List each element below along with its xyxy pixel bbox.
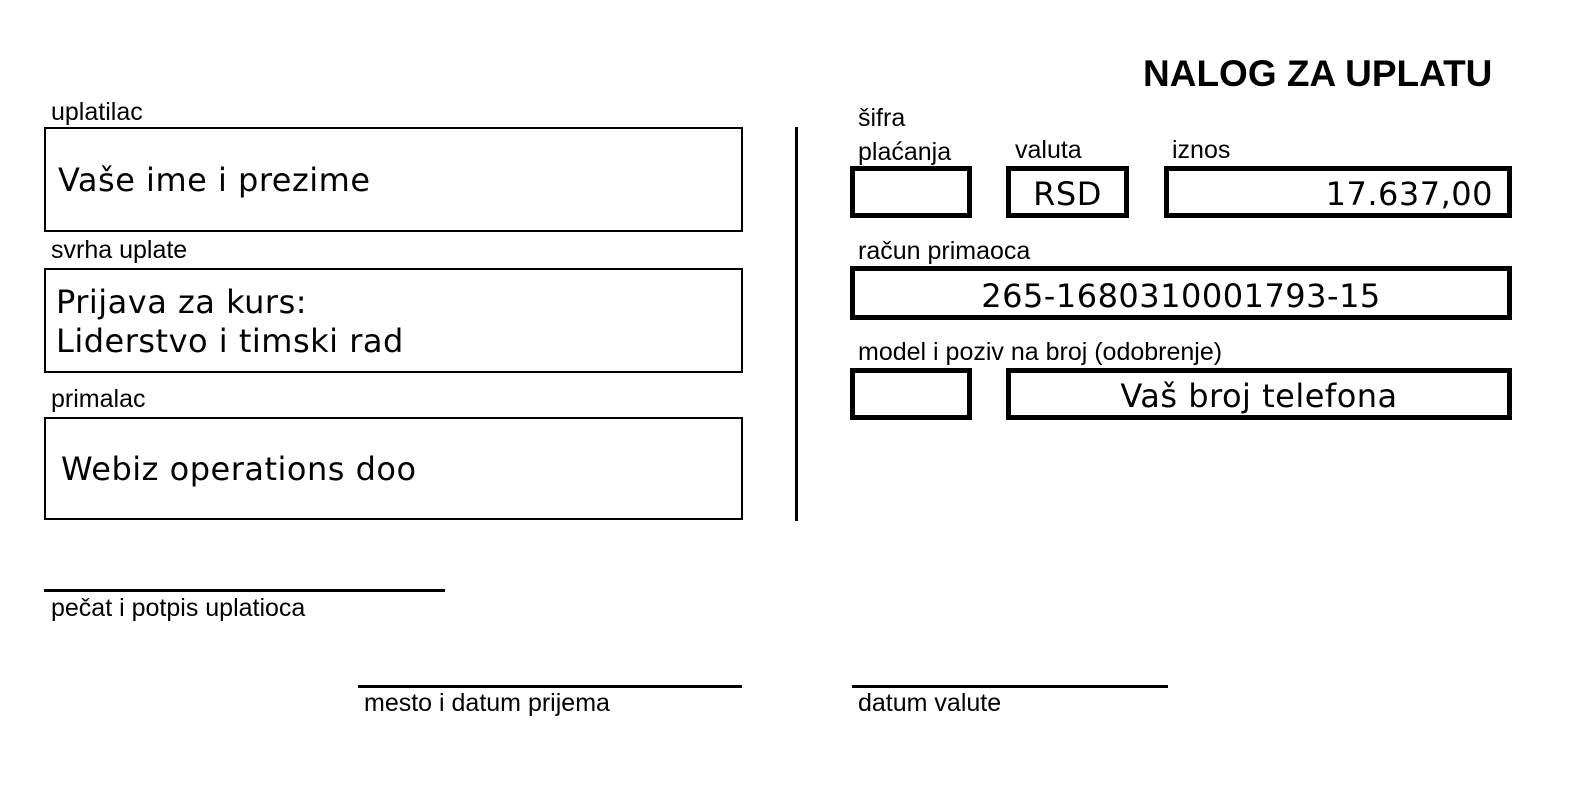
payment-code-field[interactable] bbox=[850, 166, 972, 218]
currency-label: valuta bbox=[1015, 136, 1082, 164]
column-divider bbox=[795, 127, 798, 521]
recipient-label: primalac bbox=[51, 385, 146, 413]
value-date-label: datum valute bbox=[858, 689, 1002, 717]
payer-field[interactable] bbox=[44, 127, 743, 232]
purpose-line-2: Liderstvo i timski rad bbox=[56, 322, 404, 360]
reference-number-field[interactable] bbox=[1006, 368, 1512, 420]
payment-code-label-line-2: plaćanja bbox=[858, 138, 952, 166]
value-date-line bbox=[852, 685, 1168, 688]
place-date-line bbox=[358, 685, 742, 688]
account-label: račun primaoca bbox=[858, 237, 1031, 265]
payment-code-label-line-1: šifra bbox=[858, 104, 906, 132]
form-title: NALOG ZA UPLATU bbox=[1143, 53, 1493, 94]
amount-label: iznos bbox=[1172, 136, 1231, 164]
amount-value: 17.637,00 bbox=[1325, 175, 1493, 213]
currency-value: RSD bbox=[1033, 175, 1102, 213]
model-field[interactable] bbox=[850, 368, 972, 420]
recipient-value: Webiz operations doo bbox=[61, 450, 417, 488]
payer-label: uplatilac bbox=[51, 98, 143, 126]
amount-field[interactable] bbox=[1164, 166, 1512, 218]
purpose-label: svrha uplate bbox=[51, 236, 188, 264]
signature-label: pečat i potpis uplatioca bbox=[51, 594, 306, 622]
reference-label: model i poziv na broj (odobrenje) bbox=[858, 338, 1223, 366]
signature-line bbox=[44, 589, 445, 592]
reference-number-value: Vaš broj telefona bbox=[1120, 377, 1398, 415]
place-date-label: mesto i datum prijema bbox=[364, 689, 610, 717]
account-value: 265-1680310001793-15 bbox=[981, 277, 1381, 315]
purpose-field[interactable] bbox=[44, 268, 743, 373]
payer-value: Vaše ime i prezime bbox=[58, 161, 371, 199]
recipient-field[interactable] bbox=[44, 417, 743, 520]
account-field[interactable] bbox=[850, 266, 1512, 320]
purpose-line-1: Prijava za kurs: bbox=[56, 283, 308, 321]
currency-field[interactable] bbox=[1006, 166, 1129, 218]
